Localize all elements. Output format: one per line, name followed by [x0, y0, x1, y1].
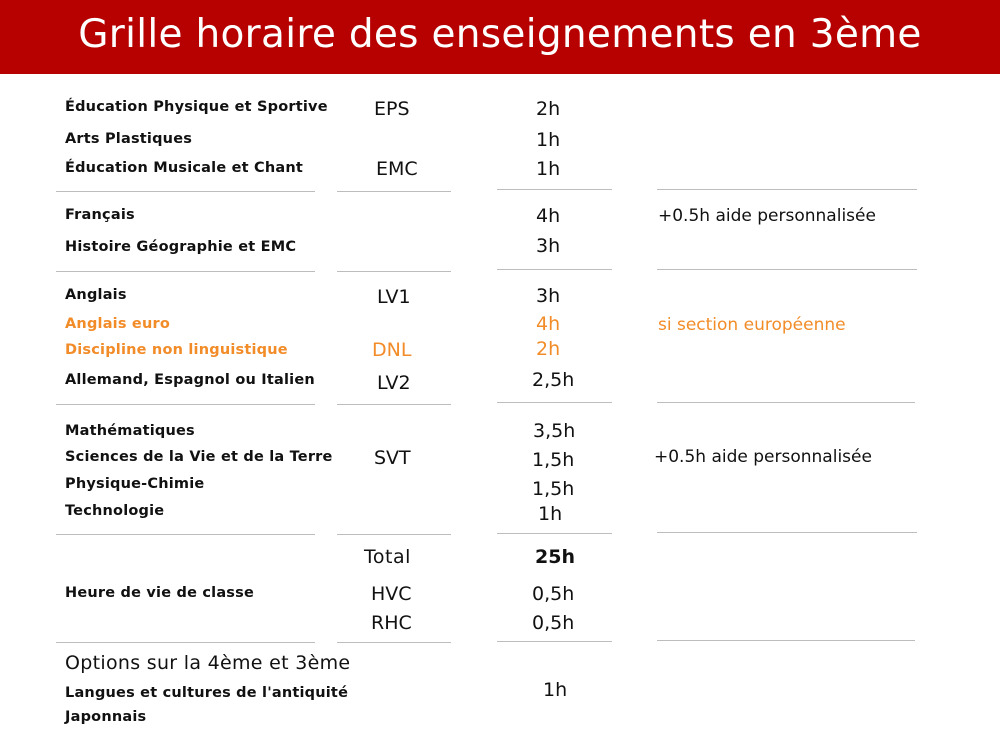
subject-abbr: RHC — [371, 612, 412, 634]
subject-label: Allemand, Espagnol ou Italien — [65, 372, 315, 388]
divider — [56, 534, 315, 535]
title-banner — [0, 0, 1000, 74]
subject-hours: 1,5h — [532, 449, 575, 471]
subject-label: Histoire Géographie et EMC — [65, 239, 297, 255]
divider — [337, 404, 451, 405]
divider — [497, 269, 612, 270]
subject-hours: 3h — [536, 235, 561, 257]
divider — [657, 532, 917, 533]
subject-abbr: LV2 — [377, 372, 411, 394]
subject-hours: 4h — [536, 205, 561, 227]
divider — [497, 533, 612, 534]
divider — [56, 271, 315, 272]
subject-abbr: SVT — [374, 447, 411, 469]
subject-label: Arts Plastiques — [65, 131, 193, 147]
group-note: +0.5h aide personnalisée — [654, 447, 872, 467]
option-hours: 1h — [543, 679, 568, 701]
subject-abbr: LV1 — [377, 286, 411, 308]
group-note: si section européenne — [658, 315, 846, 335]
subject-label: Technologie — [65, 503, 165, 519]
divider — [497, 402, 612, 403]
subject-label: Éducation Physique et Sportive — [65, 99, 328, 115]
subject-label: Anglais euro — [65, 316, 170, 332]
subject-label: Mathématiques — [65, 423, 195, 439]
subject-abbr: DNL — [372, 339, 412, 361]
subject-hours: 3,5h — [533, 420, 576, 442]
subject-hours: 0,5h — [532, 583, 575, 605]
subject-label: Anglais — [65, 287, 127, 303]
divider — [56, 642, 315, 643]
subject-label: Discipline non linguistique — [65, 342, 288, 358]
group-note: +0.5h aide personnalisée — [658, 206, 876, 226]
option-item: Japonnais — [65, 709, 147, 725]
subject-hours: 3h — [536, 285, 561, 307]
subject-abbr: HVC — [371, 583, 412, 605]
subject-hours: 0,5h — [532, 612, 575, 634]
subject-label: Éducation Musicale et Chant — [65, 160, 304, 176]
total-value: 25h — [535, 546, 575, 568]
subject-hours: 1h — [536, 129, 561, 151]
subject-label: Physique-Chimie — [65, 476, 205, 492]
divider — [56, 191, 315, 192]
divider — [657, 402, 915, 403]
divider — [497, 641, 612, 642]
subject-hours: 1,5h — [532, 478, 575, 500]
divider — [657, 269, 917, 270]
total-label: Total — [364, 546, 411, 568]
subject-hours: 1h — [536, 158, 561, 180]
subject-hours: 2,5h — [532, 369, 575, 391]
divider — [657, 189, 917, 190]
subject-hours: 4h — [536, 313, 561, 335]
page-title: Grille horaire des enseignements en 3ème — [78, 12, 922, 57]
divider — [337, 271, 451, 272]
divider — [337, 191, 451, 192]
subject-hours: 2h — [536, 98, 561, 120]
subject-hours: 2h — [536, 338, 561, 360]
divider — [337, 534, 451, 535]
options-heading: Options sur la 4ème et 3ème — [65, 652, 351, 674]
subject-label: Sciences de la Vie et de la Terre — [65, 449, 333, 465]
subject-abbr: EMC — [376, 158, 418, 180]
subject-hours: 1h — [538, 503, 563, 525]
divider — [337, 642, 451, 643]
divider — [497, 189, 612, 190]
subject-label: Français — [65, 207, 135, 223]
divider — [657, 640, 915, 641]
option-item: Langues et cultures de l'antiquité — [65, 685, 349, 701]
subject-abbr: EPS — [374, 98, 410, 120]
divider — [56, 404, 315, 405]
subject-label: Heure de vie de classe — [65, 585, 254, 601]
